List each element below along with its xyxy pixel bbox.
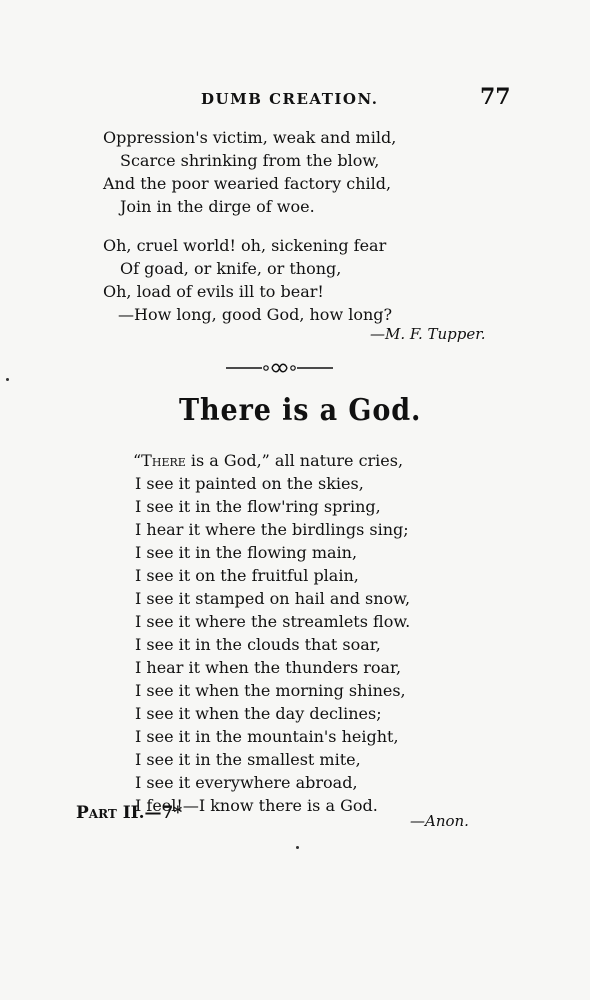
poem-line: Of goad, or knife, or thong, xyxy=(120,259,342,278)
poem-line: I see it stamped on hail and snow, xyxy=(135,589,411,608)
page-number: 77 xyxy=(480,84,511,110)
poem-line: And the poor wearied factory child, xyxy=(103,174,392,193)
poem-line: I see it when the day declines; xyxy=(135,704,382,723)
poem-line: Oh, load of evils ill to bear! xyxy=(103,282,324,301)
poem-line: I see it in the mountain's height, xyxy=(135,727,399,746)
print-speck xyxy=(6,378,9,381)
poem-line-first xyxy=(133,451,403,471)
poem-line: I see it in the flow'ring spring, xyxy=(135,497,381,516)
first-line-rest: is a God,” all nature cries, xyxy=(185,451,404,470)
part-label: Part II.—7* xyxy=(76,803,183,823)
poem-line: —How long, good God, how long? xyxy=(118,305,393,324)
poem2-credit: —Anon. xyxy=(410,812,469,830)
poem-line: I hear it when the thunders roar, xyxy=(135,658,402,677)
print-speck xyxy=(296,846,299,849)
poem-line: I see it in the flowing main, xyxy=(135,543,358,562)
poem-line: Oppression's victim, weak and mild, xyxy=(103,128,397,147)
ornament-divider-icon xyxy=(226,362,333,374)
poem-title: There is a God. xyxy=(179,393,422,428)
poem-line: I see it everywhere abroad, xyxy=(135,773,358,792)
poem-line: Scarce shrinking from the blow, xyxy=(120,151,380,170)
poem-line: I see it where the streamlets flow. xyxy=(135,612,411,631)
poem-line: I feel!—I know there is a God. xyxy=(135,796,378,815)
poem-line: I see it in the smallest mite, xyxy=(135,750,361,769)
poem-line: I hear it where the birdlings sing; xyxy=(135,520,409,539)
poem-line: Join in the dirge of woe. xyxy=(120,197,315,216)
poem1-credit: —M. F. Tupper. xyxy=(370,325,486,343)
poem-line: I see it painted on the skies, xyxy=(135,474,364,493)
drop-word: “There xyxy=(133,451,186,470)
poem-line: I see it on the fruitful plain, xyxy=(135,566,359,585)
poem-line: Oh, cruel world! oh, sickening fear xyxy=(103,236,387,255)
poem-line: I see it in the clouds that soar, xyxy=(135,635,381,654)
running-head: DUMB CREATION. xyxy=(201,90,379,108)
signature-mark xyxy=(76,803,182,823)
poem-line: I see it when the morning shines, xyxy=(135,681,406,700)
